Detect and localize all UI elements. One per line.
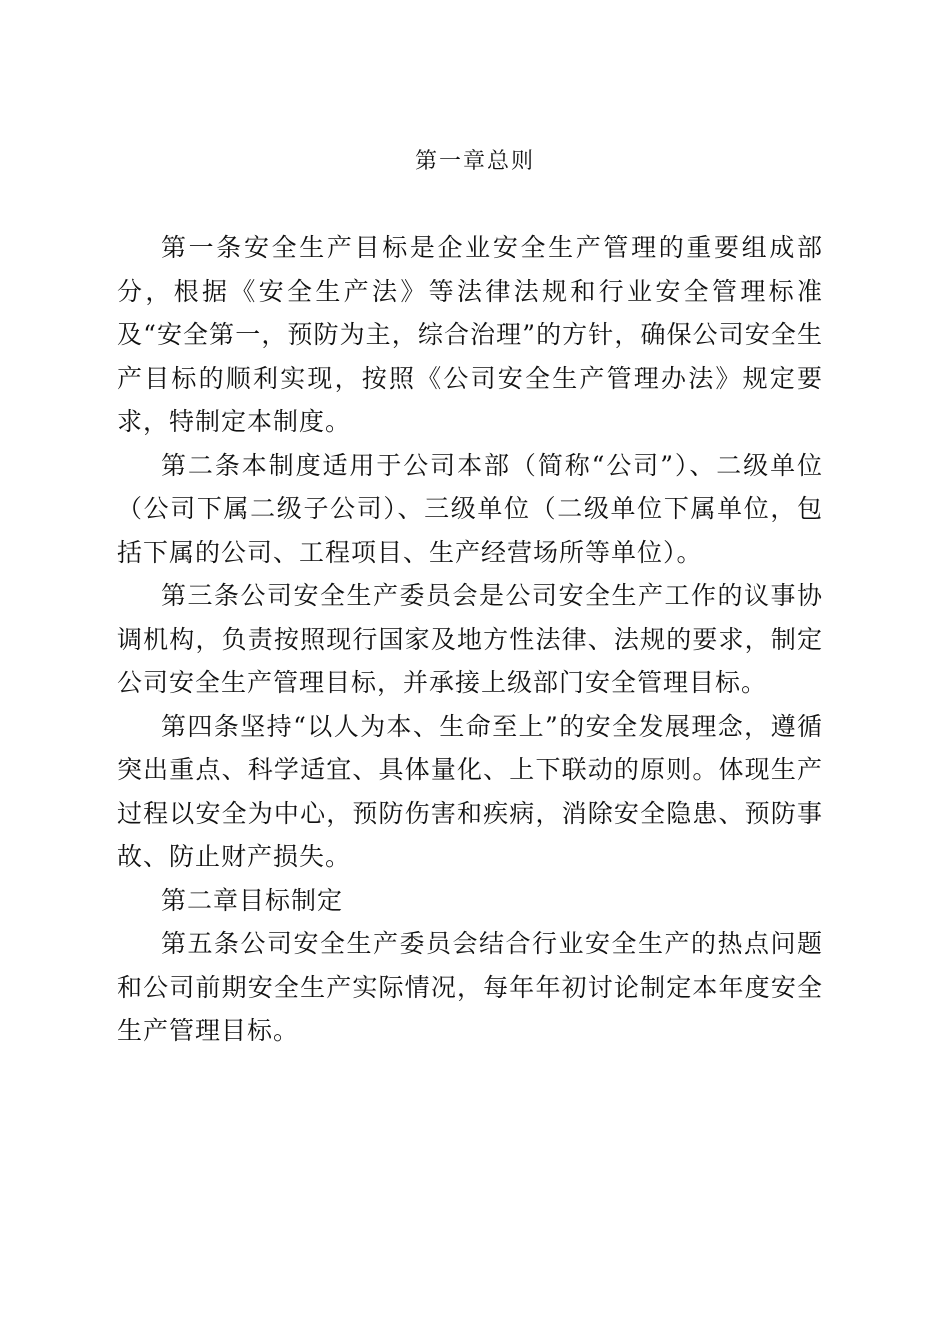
article-4-paragraph: 第四条坚持“以人为本、生命至上”的安全发展理念，遵循突出重点、科学适宜、具体量化、上下联动的原则。体现生产过程以安全为中心，预防伤害和疾病，消除安全隐患、预防事故、防止财产损失。 — [117, 711, 823, 871]
article-5-paragraph: 第五条公司安全生产委员会结合行业安全生产的热点问题和公司前期安全生产实际情况，每年年初讨论制定本年度安全生产管理目标。 — [117, 929, 823, 1045]
article-2-paragraph: 第二条本制度适用于公司本部（简称“公司”）、二级单位（公司下属二级子公司）、三级单位（二级单位下属单位，包括下属的公司、工程项目、生产经营场所等单位）。 — [117, 450, 823, 567]
article-1-paragraph: 第一条安全生产目标是企业安全生产管理的重要组成部分，根据《安全生产法》等法律法规和行业安全管理标准及“安全第一，预防为主，综合治理”的方针，确保公司安全生产目标的顺利实现，按照《公司安全生产管理办法》规定要求，特制定本制度。 — [117, 233, 823, 436]
chapter-two-heading: 第二章目标制定 — [161, 885, 344, 915]
document-body — [117, 226, 823, 1053]
article-3-paragraph: 第三条公司安全生产委员会是公司安全生产工作的议事协调机构，负责按照现行国家及地方性法律、法规的要求，制定公司安全生产管理目标，并承接上级部门安全管理目标。 — [117, 581, 823, 697]
chapter-one-title: 第一章总则 — [414, 149, 535, 174]
